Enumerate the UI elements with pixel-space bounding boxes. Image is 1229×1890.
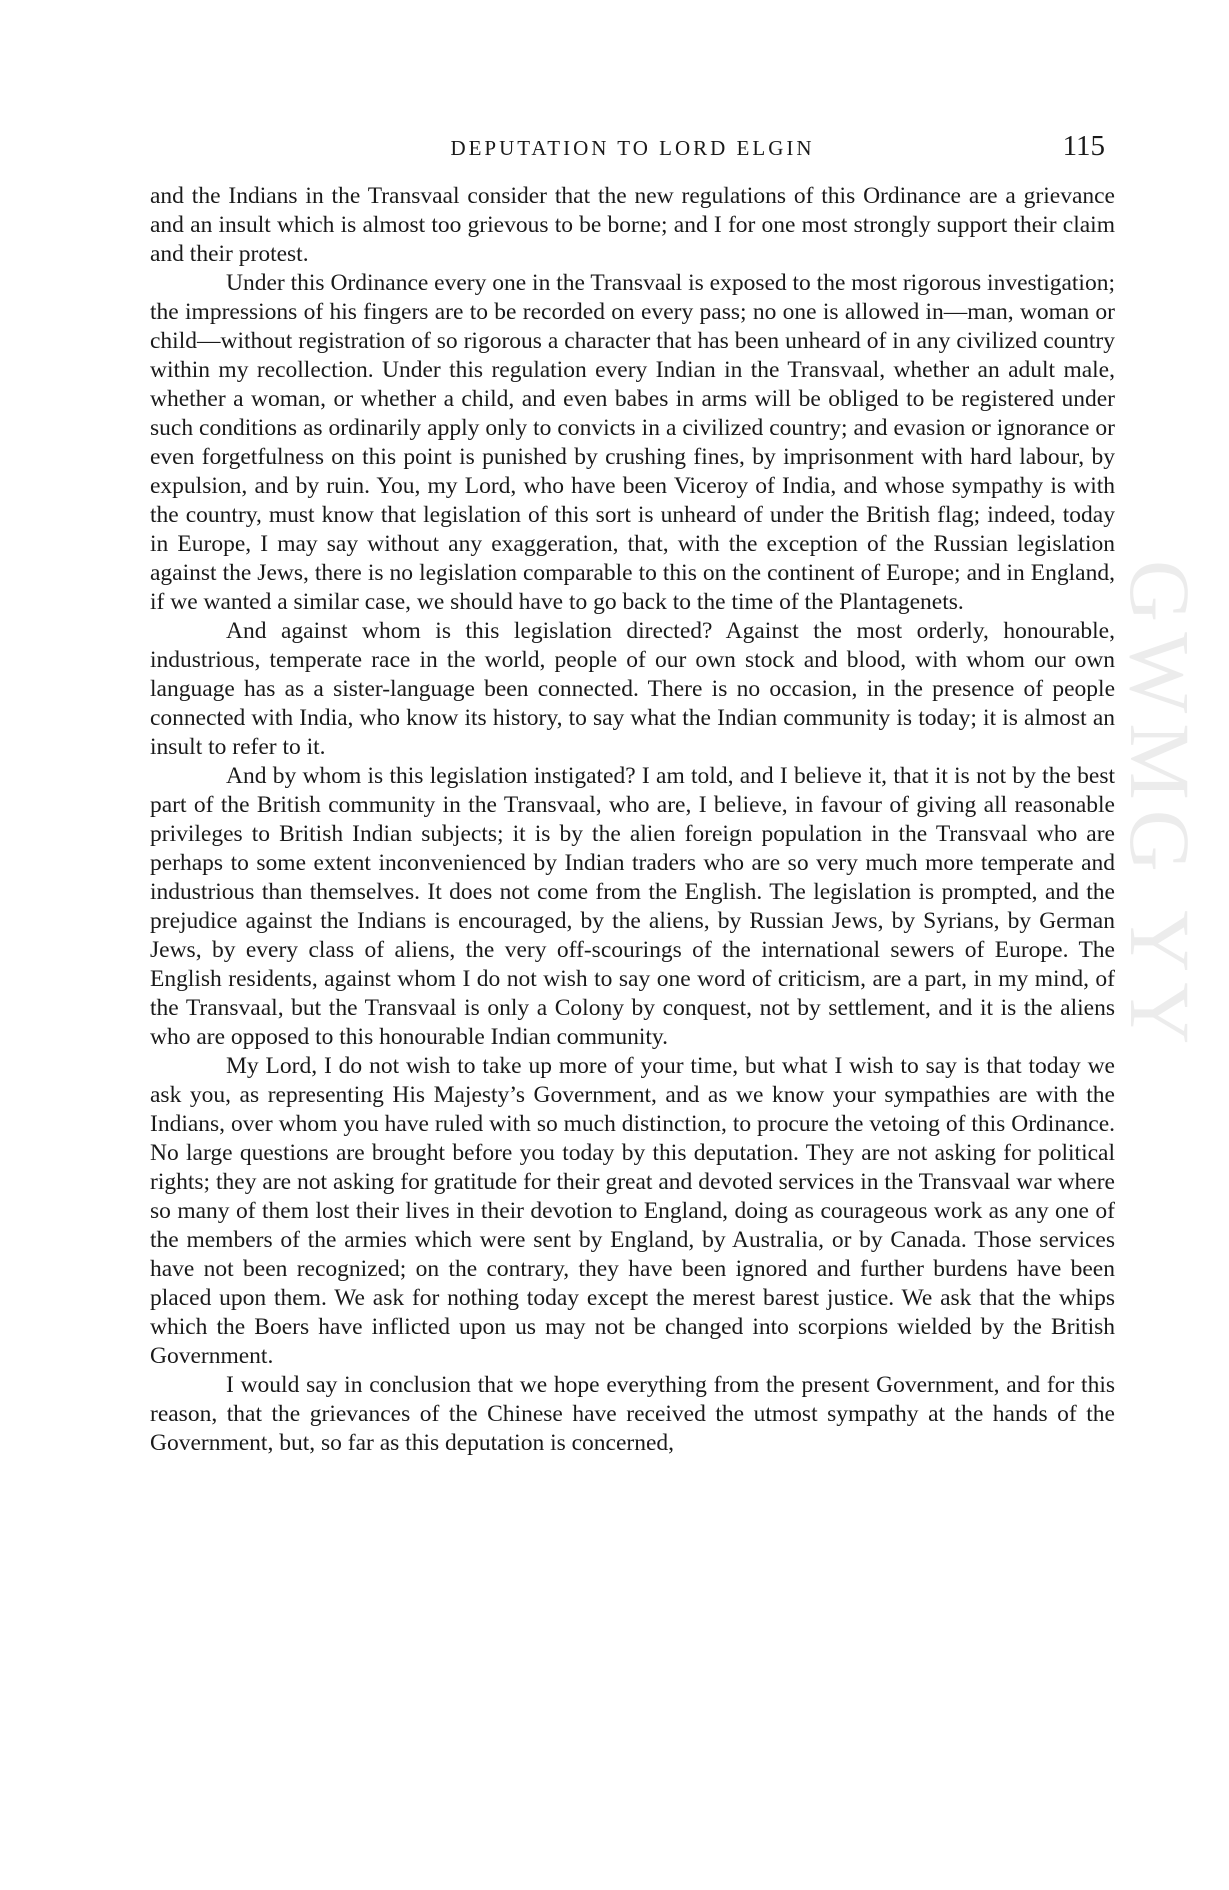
paragraph-continued: and the Indians in the Transvaal consider that the new regulations of this Ordinance are a grievance and an insult which is almost too grievous to be borne; and I for one most strongly support their claim and their protest.	[150, 183, 1115, 267]
watermark	[1112, 560, 1229, 1560]
paragraph: Under this Ordinance every one in the Transvaal is exposed to the most rigorous investigation; the impressions of his fingers are to be recorded on every pass; no one is allowed in—man, woman or child—without registration of so rigorous a character that has been unheard of in any civilized country within my recollection. Under this regulation every Indian in the Transvaal, whether an adult male, whether a woman, or whether a child, and even babes in arms will be obliged to be registered under such conditions as ordinarily apply only to convicts in a civilized country; and evasion or ignorance or even forgetfulness on this point is punished by crushing fines, by imprisonment with hard labour, by expulsion, and by ruin. You, my Lord, who have been Viceroy of India, and whose sympathy is with the country, must know that legislation of this sort is unheard of under the British flag; indeed, today in Europe, I may say without any exaggeration, that, with the exception of the Russian legislation against the Jews, there is no legislation comparable to this on the continent of Europe; and in England, if we wanted a similar case, we should have to go back to the time of the Plantagenets.	[150, 270, 1115, 615]
running-title: DEPUTATION TO LORD ELGIN	[450, 136, 815, 160]
book-page	[150, 130, 1115, 1458]
paragraph: And against whom is this legislation directed? Against the most orderly, honourable, industrious, temperate race in the world, people of our own stock and blood, with whom our own language has as a sister-language been connected. There is no occasion, in the presence of people connected with India, who know its history, to say what the Indian community is today; it is almost an insult to refer to it.	[150, 618, 1115, 760]
paragraph: I would say in conclusion that we hope everything from the present Government, and for this reason, that the grievances of the Chinese have received the utmost sympathy at the hands of the Government, but, so far as this deputation is concerned,	[150, 1372, 1115, 1456]
paragraph: And by whom is this legislation instigated? I am told, and I believe it, that it is not by the best part of the British community in the Transvaal, who are, I believe, in favour of giving all reasonable privileges to British Indian subjects; it is by the alien foreign population in the Transvaal who are perhaps to some extent inconvenienced by Indian traders who are so very much more temperate and industrious than themselves. It does not come from the English. The legislation is prompted, and the prejudice against the Indians is encouraged, by the aliens, by Russian Jews, by Syrians, by German Jews, by every class of aliens, the very off-scourings of the international sewers of Europe. The English residents, against whom I do not wish to say one word of criticism, are a part, in my mind, of the Transvaal, but the Transvaal is only a Colony by conquest, not by settlement, and it is the aliens who are opposed to this honourable Indian community.	[150, 763, 1115, 1050]
paragraph: My Lord, I do not wish to take up more of your time, but what I wish to say is that today we ask you, as representing His Majesty’s Government, and as we know your sympathies are with the Indians, over whom you have ruled with so much distinction, to procure the vetoing of this Ordinance. No large questions are brought before you today by this deputation. They are not asking for political rights; they are not asking for gratitude for their great and devoted services in the Transvaal war where so many of them lost their lives in their devotion to England, doing as courageous work as any one of the members of the armies which were sent by England, by Australia, or by Canada. Those services have not been recognized; on the contrary, they have been ignored and further burdens have been placed upon them. We ask for nothing today except the merest barest justice. We ask that the whips which the Boers have inflicted upon us may not be changed into scorpions wielded by the British Government.	[150, 1053, 1115, 1369]
running-head	[150, 130, 1115, 170]
page-number: 115	[1062, 130, 1105, 162]
body-text	[150, 182, 1115, 1458]
watermark-text: GWMG YY	[1112, 560, 1208, 1055]
